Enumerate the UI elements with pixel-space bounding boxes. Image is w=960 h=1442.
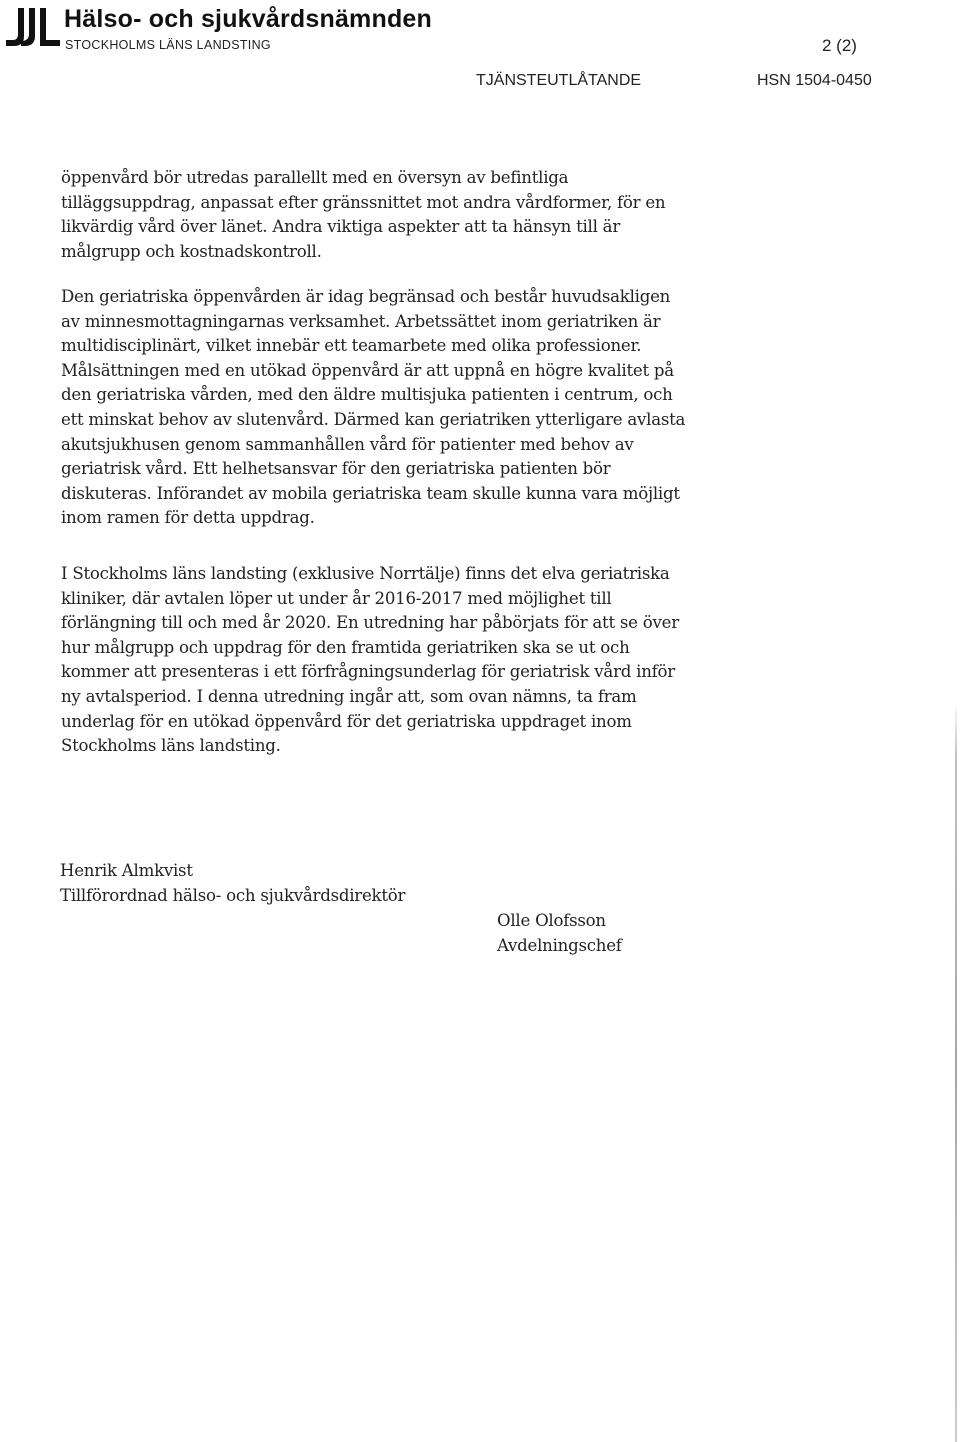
text-line: Den geriatriska öppenvården är idag begränsad och består huvudsakligen	[61, 287, 671, 306]
text-line: likvärdig vård över länet. Andra viktiga aspekter att ta hänsyn till är	[61, 217, 621, 237]
text-line: öppenvård bör utredas parallellt med en översyn av befintliga	[61, 168, 569, 187]
text-line: ett minskat behov av slutenvård. Därmed kan geriatriken ytterligare avlasta	[61, 409, 686, 429]
signatory-name: Henrik Almkvist	[60, 861, 193, 880]
page-number: 2 (2)	[822, 36, 857, 55]
text-line: akutsjukhusen genom sammanhållen vård för patienter med behov av	[61, 434, 634, 454]
org-subtitle: STOCKHOLMS LÄNS LANDSTING	[65, 38, 271, 52]
text-line: Stockholms läns landsting.	[61, 736, 281, 756]
text-line: förlängning till och med år 2020. En utredning har påbörjats för att se över	[61, 613, 679, 633]
paragraph-3	[61, 562, 721, 759]
signatory-name: Olle Olofsson	[497, 911, 606, 930]
text-line: inom ramen för detta uppdrag.	[61, 508, 315, 528]
text-line: av minnesmottagningarnas verksamhet. Arbetssättet inom geriatriken är	[61, 311, 661, 331]
text-line: den geriatriska vården, med den äldre multisjuka patienten i centrum, och	[61, 385, 673, 405]
text-line: hur målgrupp och uppdrag för den framtida geriatriken ska se ut och	[61, 637, 630, 657]
signatory-title: Avdelningschef	[497, 935, 622, 955]
text-line: geriatrisk vård. Ett helhetsansvar för den geriatriska patienten bör	[61, 459, 611, 479]
document-type: TJÄNSTEUTLÅTANDE	[476, 72, 642, 89]
text-line: kliniker, där avtalen löper ut under år 2016-2017 med möjlighet till	[61, 588, 612, 608]
signatory-title: Tillförordnad hälso- och sjukvårdsdirektör	[60, 885, 406, 905]
text-line: målgrupp och kostnadskontroll.	[61, 241, 322, 261]
text-line: kommer att presenteras i ett förfrågningsunderlag för geriatrisk vård inför	[61, 662, 675, 682]
org-name: Hälso- och sjukvårdsnämnden	[64, 5, 432, 33]
sll-logo-icon	[4, 6, 60, 52]
signature-block-head	[497, 909, 622, 958]
text-line: multidisciplinärt, vilket innebär ett teamarbete med olika professioner.	[61, 336, 642, 356]
signature-block-director	[60, 859, 405, 908]
text-line: Målsättningen med en utökad öppenvård är att uppnå en högre kvalitet på	[61, 360, 674, 380]
document-reference: HSN 1504-0450	[757, 72, 872, 89]
text-line: diskuteras. Införandet av mobila geriatriska team skulle kunna vara möjligt	[61, 483, 680, 503]
text-line: underlag för en utökad öppenvård för det geriatriska uppdraget inom	[61, 711, 632, 731]
scan-edge-artifact	[955, 700, 957, 1442]
text-line: tilläggsuppdrag, anpassat efter gränssnittet mot andra vårdformer, för en	[61, 192, 666, 212]
paragraph-2	[61, 285, 721, 531]
text-line: ny avtalsperiod. I denna utredning ingår att, som ovan nämns, ta fram	[61, 686, 637, 706]
paragraph-1	[61, 166, 721, 264]
text-line: I Stockholms läns landsting (exklusive Norrtälje) finns det elva geriatriska	[61, 564, 670, 583]
